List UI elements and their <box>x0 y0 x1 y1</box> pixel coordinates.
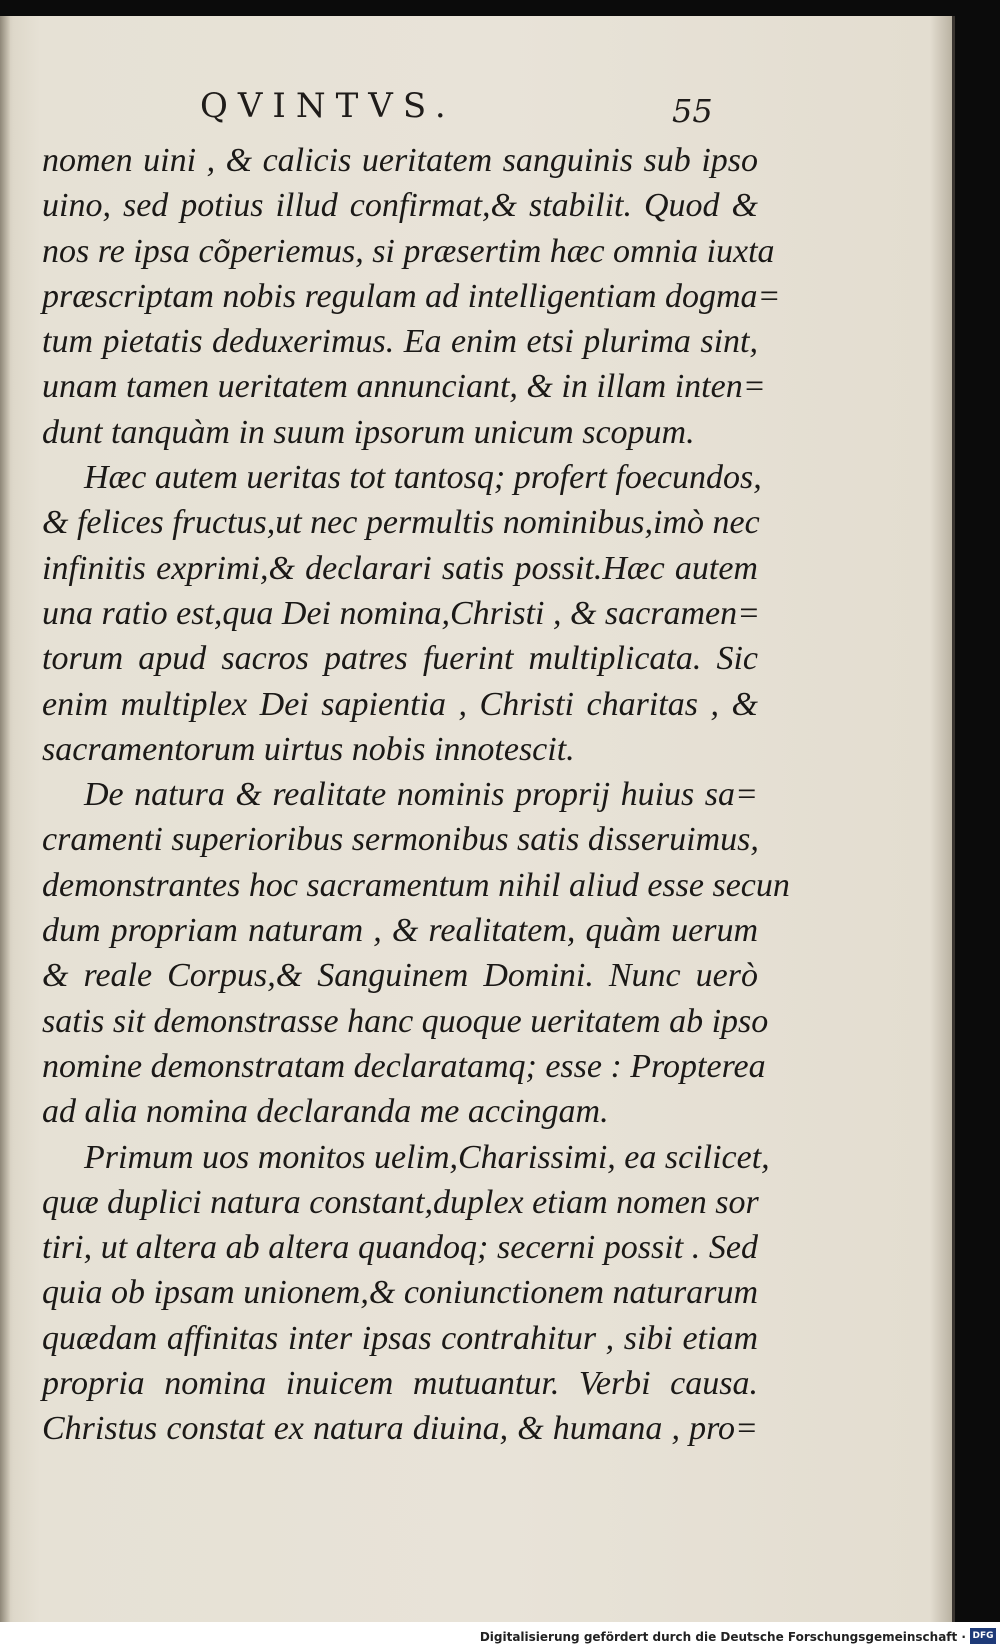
text-line: dum propriam naturam , & realitatem, quàm uerum <box>42 912 758 950</box>
text-line: sacramentorum uirtus nobis innotescit. <box>42 730 575 768</box>
text-line: Christus constat ex natura diuina, & humana , pro= <box>42 1410 758 1448</box>
text-line: una ratio est,qua Dei nomina,Christi , & sacramen= <box>42 594 761 632</box>
text-line: uino, sed potius illud confirmat,& stabilit. Quod & <box>42 187 758 225</box>
text-line: & reale Corpus,& Sanguinem Domini. Nunc uerò <box>42 957 758 995</box>
text-line: dunt tanquàm in suum ipsorum unicum scopum. <box>42 413 695 451</box>
text-line: nomine demonstratam declaratamq; esse : Propterea <box>42 1047 766 1085</box>
text-line: quia ob ipsam unionem,& coniunctionem naturarum <box>42 1274 758 1312</box>
text-line: propria nomina inuicem mutuantur. Verbi causa. <box>42 1365 758 1403</box>
text-line: quæ duplici natura constant,duplex etiam nomen sor <box>42 1183 759 1221</box>
paragraph-4 <box>42 1135 770 1452</box>
footer-bar <box>0 1622 1000 1648</box>
dfg-logo-icon: DFG <box>970 1628 996 1644</box>
body-text <box>42 138 790 1452</box>
text-line: demonstrantes hoc sacramentum nihil aliud esse secun <box>42 866 790 904</box>
text-line: infinitis exprimi,& declarari satis possit.Hæc autem <box>42 549 758 587</box>
text-line: enim multiplex Dei sapientia , Christi charitas , & <box>42 685 758 723</box>
text-line: Hæc autem ueritas tot tantosq; profert foecundos, <box>84 459 762 497</box>
page-number: 55 <box>672 92 713 130</box>
text-line: Primum uos monitos uelim,Charissimi, ea scilicet, <box>84 1138 770 1176</box>
funding-credit: Digitalisierung gefördert durch die Deutsche Forschungsgemeinschaft · <box>479 1630 966 1644</box>
text-line: tiri, ut altera ab altera quandoq; secerni possit . Sed <box>42 1229 758 1267</box>
text-line: nomen uini , & calicis ueritatem sanguinis sub ipso <box>42 142 758 179</box>
text-line: De natura & realitate nominis proprij huius sa= <box>84 776 758 814</box>
text-line: torum apud sacros patres fuerint multiplicata. Sic <box>42 640 758 678</box>
text-line: cramenti superioribus sermonibus satis disseruimus, <box>42 821 759 859</box>
text-line: satis sit demonstrasse hanc quoque ueritatem ab ipso <box>42 1002 769 1040</box>
paragraph-3 <box>42 772 790 1134</box>
text-line: quædam affinitas inter ipsas contrahitur , sibi etiam <box>42 1319 758 1357</box>
text-line: ad alia nomina declaranda me accingam. <box>42 1093 609 1131</box>
text-line: unam tamen ueritatem annunciant, & in illam inten= <box>42 368 766 406</box>
text-line: præscriptam nobis regulam ad intelligentiam dogma= <box>42 277 781 315</box>
text-line: & felices fructus,ut nec permultis nominibus,imò nec <box>42 504 760 542</box>
running-head: QVINTVS. <box>200 86 456 126</box>
paragraph-2 <box>42 455 762 772</box>
paragraph-1 <box>42 138 781 455</box>
text-line: tum pietatis deduxerimus. Ea enim etsi plurima sint, <box>42 323 758 361</box>
book-page <box>0 16 955 1624</box>
text-line: nos re ipsa cõperiemus, si præsertim hæc omnia iuxta <box>42 232 775 270</box>
page-gutter-edge <box>0 16 10 1624</box>
